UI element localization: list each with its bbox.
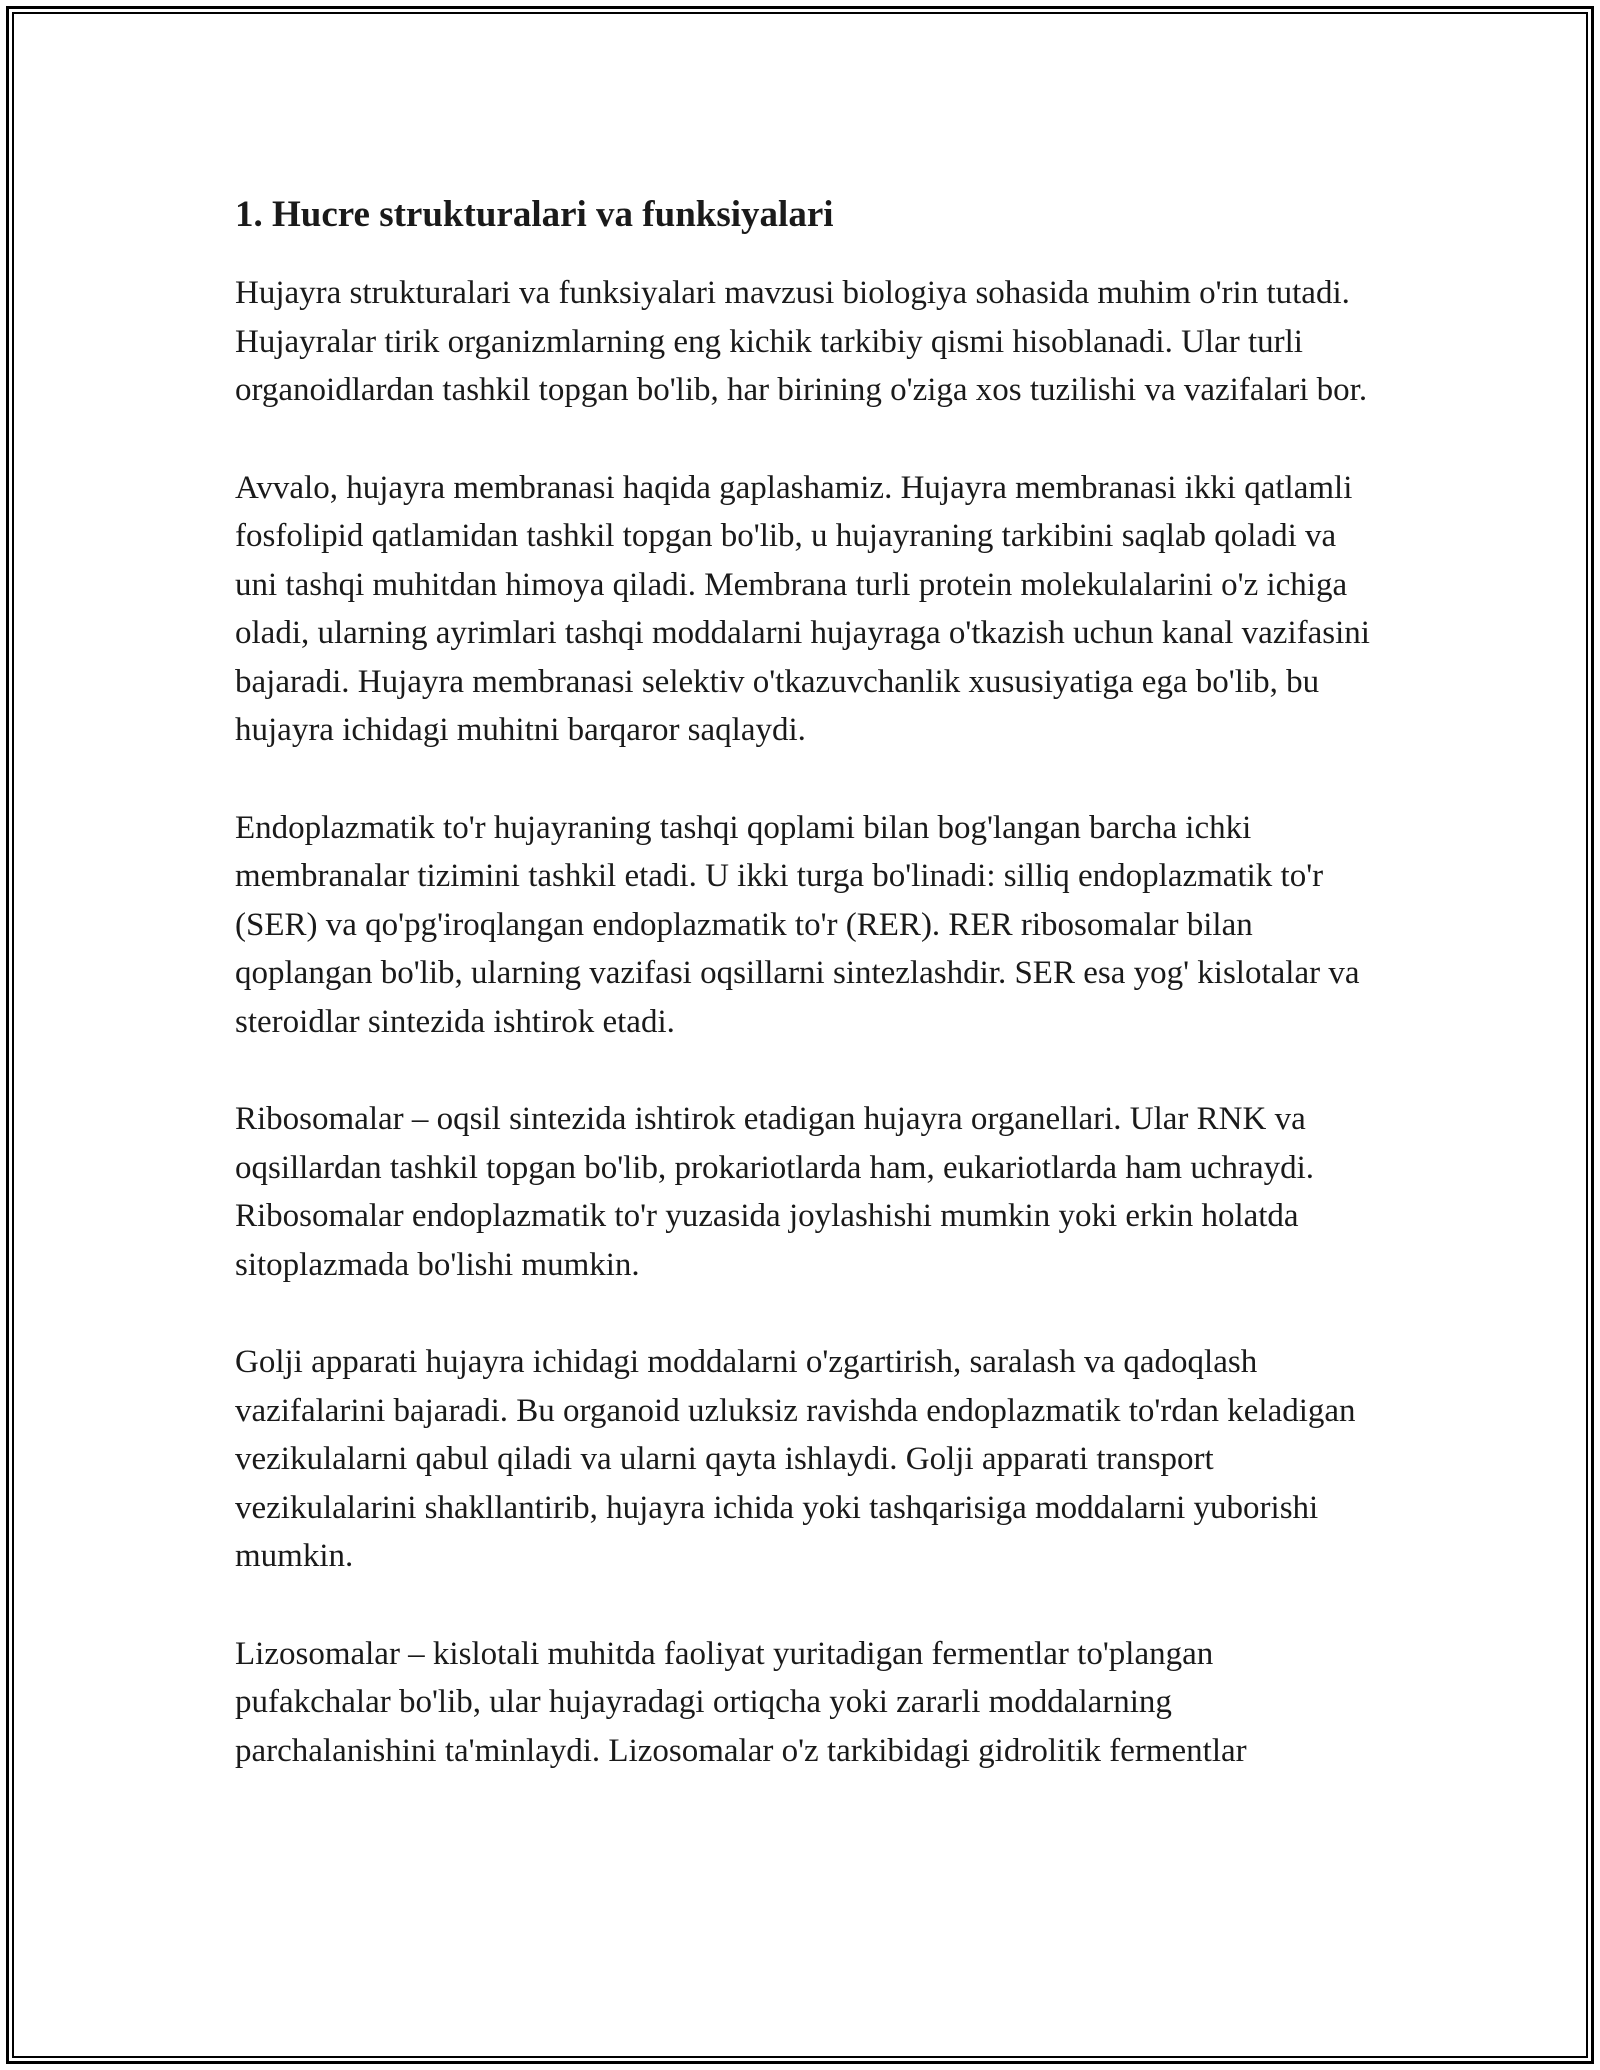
document-title: 1. Hucre strukturalari va funksiyalari xyxy=(235,194,834,235)
document-body xyxy=(235,188,1375,1824)
paragraph-intro: Hujayra strukturalari va funksiyalari mavzusi biologiya sohasida muhim o'rin tutadi. Hujayralar tirik organizmlarning eng kichik tarkibiy qismi hisoblanadi. Ular turli organoidlardan tashkil topgan bo'lib, har birining o'ziga xos tuzilishi va vazifalari bor. xyxy=(235,275,1368,408)
paragraph-endoplasmic-reticulum: Endoplazmatik to'r hujayraning tashqi qoplami bilan bog'langan barcha ichki membranalar tizimini tashkil etadi. U ikki turga bo'linadi: silliq endoplazmatik to'r (SER) va qo'pg'iroqlangan endoplazmatik to'r (RER). RER ribosomalar bilan qoplangan bo'lib, ularning vazifasi oqsillarni sintezlashdir. SER esa yog' kislotalar va steroidlar sintezida ishtirok etadi. xyxy=(235,809,1360,1040)
paragraph-ribosomes: Ribosomalar – oqsil sintezida ishtirok etadigan hujayra organellari. Ular RNK va oqsillardan tashkil topgan bo'lib, prokariotlarda ham, eukariotlarda ham uchraydi. Ribosomalar endoplazmatik to'r yuzasida joylashishi mumkin yoki erkin holatda sitoplazmada bo'lishi mumkin. xyxy=(235,1101,1315,1283)
paragraph-lysosomes: Lizosomalar – kislotali muhitda faoliyat yuritadigan fermentlar to'plangan pufakchalar bo'lib, ular hujayradagi ortiqcha yoki zararli moddalarning parchalanishini ta'minlaydi. Lizosomalar o'z tarkibidagi gidrolitik fermentlar xyxy=(235,1635,1247,1769)
paragraph-golgi-apparatus: Golji apparati hujayra ichidagi moddalarni o'zgartirish, saralash va qadoqlash vazifalarini bajaradi. Bu organoid uzluksiz ravishda endoplazmatik to'rdan keladigan vezikulalarni qabul qiladi va ularni qayta ishlaydi. Golji apparati transport vezikulalarini shakllantirib, hujayra ichida yoki tashqarisiga moddalarni yuborishi mumkin. xyxy=(235,1344,1356,1574)
paragraph-cell-membrane: Avvalo, hujayra membranasi haqida gaplashamiz. Hujayra membranasi ikki qatlamli fosfolipid qatlamidan tashkil topgan bo'lib, u hujayraning tarkibini saqlab qoladi va uni tashqi muhitdan himoya qiladi. Membrana turli protein molekulalarini o'z ichiga oladi, ularning ayrimlari tashqi moddalarni hujayraga o'tkazish uchun kanal vazifasini bajaradi. Hujayra membranasi selektiv o'tkazuvchanlik xususiyatiga ega bo'lib, bu hujayra ichidagi muhitni barqaror saqlaydi. xyxy=(235,469,1370,748)
